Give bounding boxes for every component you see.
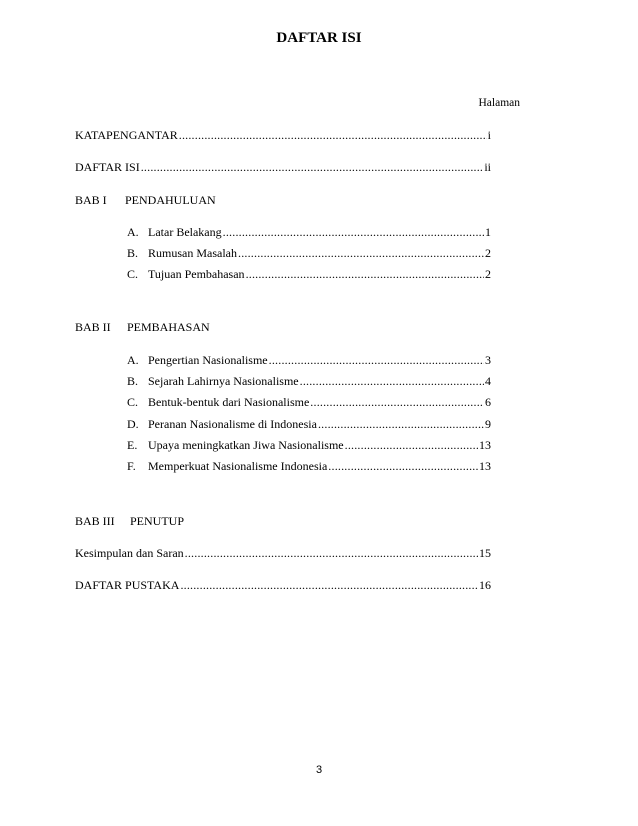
dot-leader (180, 578, 478, 593)
dot-leader (300, 374, 484, 389)
dot-leader (318, 417, 484, 432)
toc-entry-page: 13 (479, 438, 491, 452)
toc-entry-page: 15 (479, 546, 491, 560)
chapter-heading-bab-2 (75, 320, 210, 335)
toc-entry-label: Pengertian Nasionalisme (148, 353, 268, 367)
toc-entry-label: Upaya meningkatkan Jiwa Nasionalisme (148, 438, 344, 452)
chapter-title: PENUTUP (130, 514, 185, 528)
document-title: DAFTAR ISI (276, 30, 362, 46)
dot-leader (269, 353, 484, 368)
toc-item (127, 267, 491, 282)
toc-entry-label: Kesimpulan dan Saran (75, 546, 184, 560)
toc-entry-label: Rumusan Masalah (148, 246, 237, 260)
item-letter: C. (127, 267, 139, 281)
toc-entry-page: 3 (485, 353, 491, 367)
dot-leader (328, 459, 478, 474)
toc-item (127, 438, 491, 453)
toc-entry-kata-pengantar (75, 128, 491, 143)
toc-entry-page: 9 (485, 417, 491, 431)
dot-leader (179, 128, 487, 143)
chapter-heading-bab-1 (75, 193, 216, 208)
toc-entry-label: DAFTAR PUSTAKA (75, 578, 180, 592)
toc-entry-page: 13 (479, 459, 491, 473)
page-number: 3 (315, 764, 323, 776)
toc-entry-kesimpulan (75, 546, 491, 561)
item-letter: D. (127, 417, 139, 431)
dot-leader (185, 546, 478, 561)
page-column-label: Halaman (478, 97, 520, 109)
dot-leader (141, 160, 484, 175)
dot-leader (345, 438, 478, 453)
item-letter: F. (127, 459, 136, 473)
toc-entry-page: 2 (485, 246, 491, 260)
item-letter: C. (127, 395, 139, 409)
toc-entry-label: Sejarah Lahirnya Nasionalisme (148, 374, 299, 388)
toc-entry-page: i (487, 128, 491, 142)
dot-leader (246, 267, 484, 282)
toc-item (127, 459, 491, 474)
item-letter: B. (127, 246, 139, 260)
chapter-code: BAB III (75, 514, 115, 528)
toc-item (127, 417, 491, 432)
toc-entry-daftar-isi (75, 160, 491, 175)
dot-leader (223, 225, 484, 240)
toc-entry-page: 16 (479, 578, 491, 592)
toc-entry-page: ii (484, 160, 491, 174)
toc-item (127, 225, 491, 240)
chapter-code: BAB II (75, 320, 111, 334)
chapter-title: PEMBAHASAN (127, 320, 210, 334)
item-letter: E. (127, 438, 138, 452)
dot-leader (310, 395, 484, 410)
toc-item (127, 395, 491, 410)
toc-entry-label: KATAPENGANTAR (75, 128, 178, 142)
toc-entry-label: DAFTAR ISI (75, 160, 140, 174)
toc-entry-daftar-pustaka (75, 578, 491, 593)
toc-item (127, 374, 491, 389)
toc-entry-page: 1 (485, 225, 491, 239)
chapter-code: BAB I (75, 193, 107, 207)
dot-leader (238, 246, 484, 261)
toc-entry-label: Memperkuat Nasionalisme Indonesia (148, 459, 328, 473)
toc-entry-page: 2 (485, 267, 491, 281)
item-letter: B. (127, 374, 139, 388)
toc-entry-page: 4 (485, 374, 491, 388)
chapter-title: PENDAHULUAN (125, 193, 216, 207)
item-letter: A. (127, 225, 139, 239)
toc-entry-label: Latar Belakang (148, 225, 222, 239)
item-letter: A. (127, 353, 139, 367)
chapter-heading-bab-3 (75, 514, 184, 529)
toc-item (127, 353, 491, 368)
toc-entry-label: Bentuk-bentuk dari Nasionalisme (148, 395, 310, 409)
toc-entry-label: Tujuan Pembahasan (148, 267, 245, 281)
toc-entry-label: Peranan Nasionalisme di Indonesia (148, 417, 317, 431)
toc-item (127, 246, 491, 261)
toc-entry-page: 6 (485, 395, 491, 409)
